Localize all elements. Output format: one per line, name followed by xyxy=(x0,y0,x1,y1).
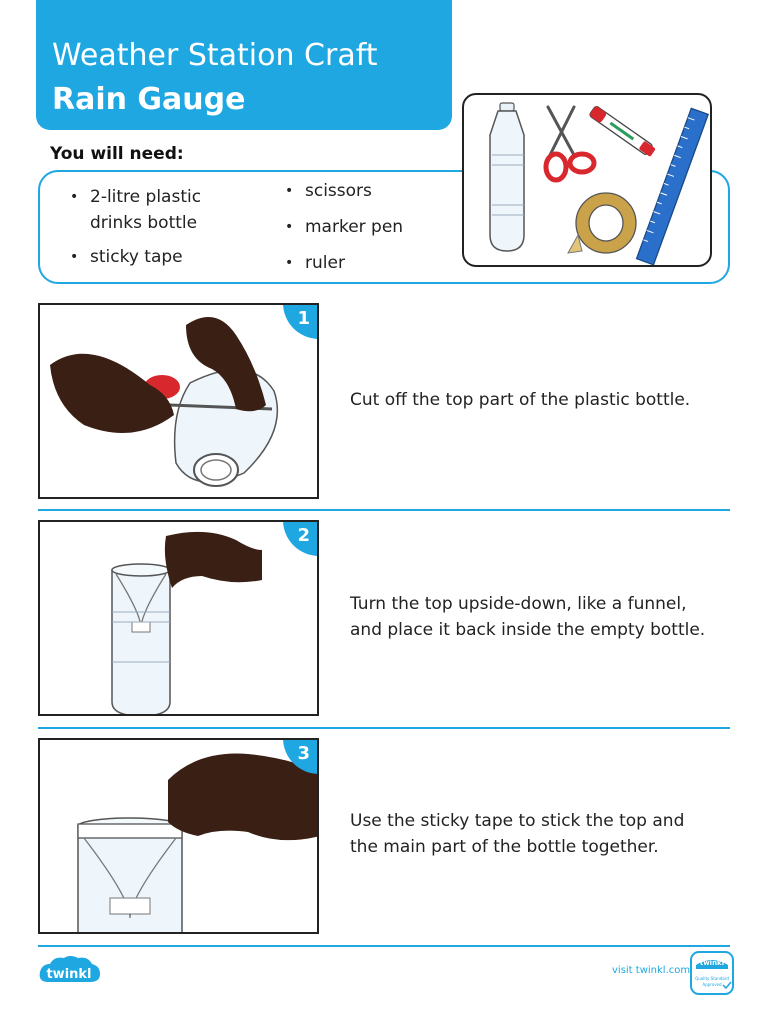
material-item xyxy=(70,244,183,270)
material-item-label: drinks bottle xyxy=(90,213,198,233)
taping-bottle-icon xyxy=(78,754,319,934)
material-item xyxy=(285,214,404,240)
material-item-label: marker pen xyxy=(305,217,404,237)
material-item-label: sticky tape xyxy=(90,247,183,267)
step-number-badge: 2 xyxy=(283,520,319,556)
page-title: Weather Station Craft xyxy=(52,38,378,73)
material-item xyxy=(70,184,202,236)
bullet-icon: • xyxy=(285,183,294,199)
twinkl-logo-text: twinkl xyxy=(46,967,92,982)
step-3-text-line: Use the sticky tape to stick the top and xyxy=(350,811,685,831)
funnel-bottle-icon xyxy=(112,532,262,716)
divider xyxy=(38,727,730,729)
step-2-illustration xyxy=(38,520,319,716)
divider xyxy=(38,945,730,947)
visit-link[interactable]: visit twinkl.com xyxy=(612,965,691,976)
materials-illustration xyxy=(462,93,712,267)
badge-line2: Approved xyxy=(702,982,722,987)
divider xyxy=(38,509,730,511)
material-item-label: ruler xyxy=(305,253,345,273)
step-number-badge: 3 xyxy=(283,738,319,774)
materials-heading: You will need: xyxy=(50,144,184,164)
material-item xyxy=(285,178,372,204)
quality-approved-badge xyxy=(690,951,734,999)
page-subtitle: Rain Gauge xyxy=(52,82,246,117)
badge-line1: Quality Standard xyxy=(695,976,729,981)
scissors-icon xyxy=(546,107,594,180)
bullet-icon: • xyxy=(70,189,79,205)
step-1-illustration xyxy=(38,303,319,499)
bottle-icon xyxy=(490,103,524,251)
title-banner xyxy=(36,0,452,130)
material-item xyxy=(285,250,345,276)
marker-pen-icon xyxy=(589,106,657,158)
step-2-text-line: and place it back inside the empty bottle. xyxy=(350,620,706,640)
bullet-icon: • xyxy=(285,255,294,271)
badge-brand-text: twinkl xyxy=(699,959,725,967)
step-1-text: Cut off the top part of the plastic bottle. xyxy=(350,390,691,410)
cutting-bottle-icon xyxy=(50,317,277,486)
bullet-icon: • xyxy=(285,219,294,235)
step-2-text xyxy=(350,591,740,643)
step-3-illustration xyxy=(38,738,319,934)
ruler-icon xyxy=(637,108,709,265)
bullet-icon: • xyxy=(70,249,79,265)
step-2-text-line: Turn the top upside-down, like a funnel, xyxy=(350,594,687,614)
step-3-text xyxy=(350,808,740,860)
material-item-label: scissors xyxy=(305,181,372,201)
step-number-badge: 1 xyxy=(283,303,319,339)
tape-icon xyxy=(568,193,636,253)
step-3-text-line: the main part of the bottle together. xyxy=(350,837,659,857)
twinkl-logo[interactable] xyxy=(38,956,100,992)
material-item-label: 2-litre plastic xyxy=(90,187,202,207)
